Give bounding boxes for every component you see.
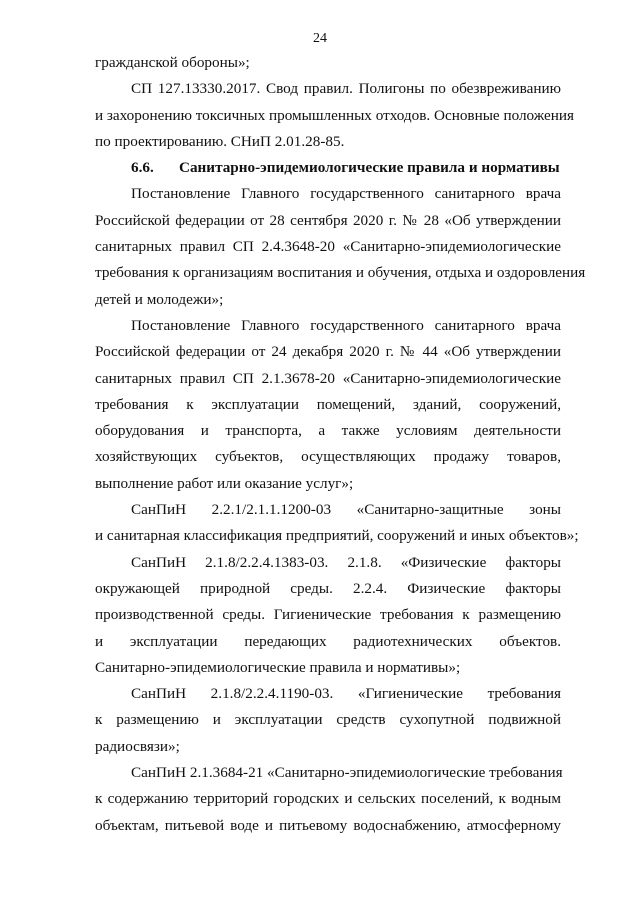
text-line: санитарных правил СП 2.1.3678-20 «Санитарно-эпидемиологические <box>95 369 561 387</box>
text-line: СП 127.13330.2017. Свод правил. Полигоны по обезвреживанию <box>131 80 561 98</box>
paragraph-sanpin-3684 <box>95 760 561 839</box>
page-number: 24 <box>313 31 327 46</box>
document-body <box>95 50 586 839</box>
text-line: гражданской обороны»; <box>95 54 250 71</box>
text-line: СанПиН 2.1.8/2.2.4.1190-03. «Гигиенические требования <box>131 685 561 703</box>
text-line: по проектированию. СНиП 2.01.28-85. <box>95 132 345 150</box>
text-line: радиосвязи»; <box>95 737 180 755</box>
paragraph-sanpin-1190 <box>95 681 561 760</box>
paragraph-sanpin-1200 <box>95 497 579 550</box>
paragraph-sp-127 <box>95 76 575 155</box>
text-line: детей и молодежи»; <box>95 290 224 308</box>
text-line: выполнение работ или оказание услуг»; <box>95 474 354 492</box>
text-line: СанПиН 2.1.3684-21 «Санитарно-эпидемиологические требования <box>131 764 563 782</box>
text-line: к размещению и эксплуатации средств сухопутной подвижной <box>95 711 561 729</box>
text-line: и санитарная классификация предприятий, сооружений и иных объектов»; <box>95 527 579 545</box>
text-line: и захоронению токсичных промышленных отходов. Основные положения <box>95 106 575 124</box>
text-line: санитарных правил СП 2.4.3648-20 «Санитарно-эпидемиологические <box>95 238 561 256</box>
text-line: Российской федерации от 28 сентября 2020 г. № 28 «Об утверждении <box>95 211 561 229</box>
paragraph-civil-defense-end <box>95 50 561 76</box>
text-line: Российской федерации от 24 декабря 2020 г. № 44 «Об утверждении <box>95 343 561 361</box>
paragraph-sanpin-1383 <box>95 550 561 681</box>
text-line: Постановление Главного государственного санитарного врача <box>131 185 561 203</box>
section-heading <box>95 155 561 181</box>
text-line: Санитарно-эпидемиологические правила и нормативы»; <box>95 658 461 676</box>
text-line: оборудования и транспорта, а также условиям деятельности <box>95 422 561 440</box>
text-line: и эксплуатации передающих радиотехнических объектов. <box>95 632 561 650</box>
text-line: объектам, питьевой воде и питьевому водоснабжению, атмосферному <box>95 816 561 834</box>
text-line: хозяйствующих субъектов, осуществляющих продажу товаров, <box>95 448 561 466</box>
text-line: производственной среды. Гигиенические требования к размещению <box>95 606 561 624</box>
text-line: Постановление Главного государственного санитарного врача <box>131 316 561 334</box>
text-line: СанПиН 2.1.8/2.2.4.1383-03. 2.1.8. «Физические факторы <box>131 553 561 571</box>
paragraph-resolution-28 <box>95 181 586 312</box>
text-line: СанПиН 2.2.1/2.1.1.1200-03 «Санитарно-защитные зоны <box>131 501 561 519</box>
section-number: 6.6. <box>131 159 154 177</box>
text-line: требования к организациям воспитания и обучения, отдыха и оздоровления <box>95 264 586 282</box>
section-title: Санитарно-эпидемиологические правила и нормативы <box>179 159 560 177</box>
text-line: требования к эксплуатации помещений, зданий, сооружений, <box>95 395 561 413</box>
text-line: к содержанию территорий городских и сельских поселений, к водным <box>95 790 561 808</box>
paragraph-resolution-44 <box>95 313 561 497</box>
text-line: окружающей природной среды. 2.2.4. Физические факторы <box>95 579 561 597</box>
